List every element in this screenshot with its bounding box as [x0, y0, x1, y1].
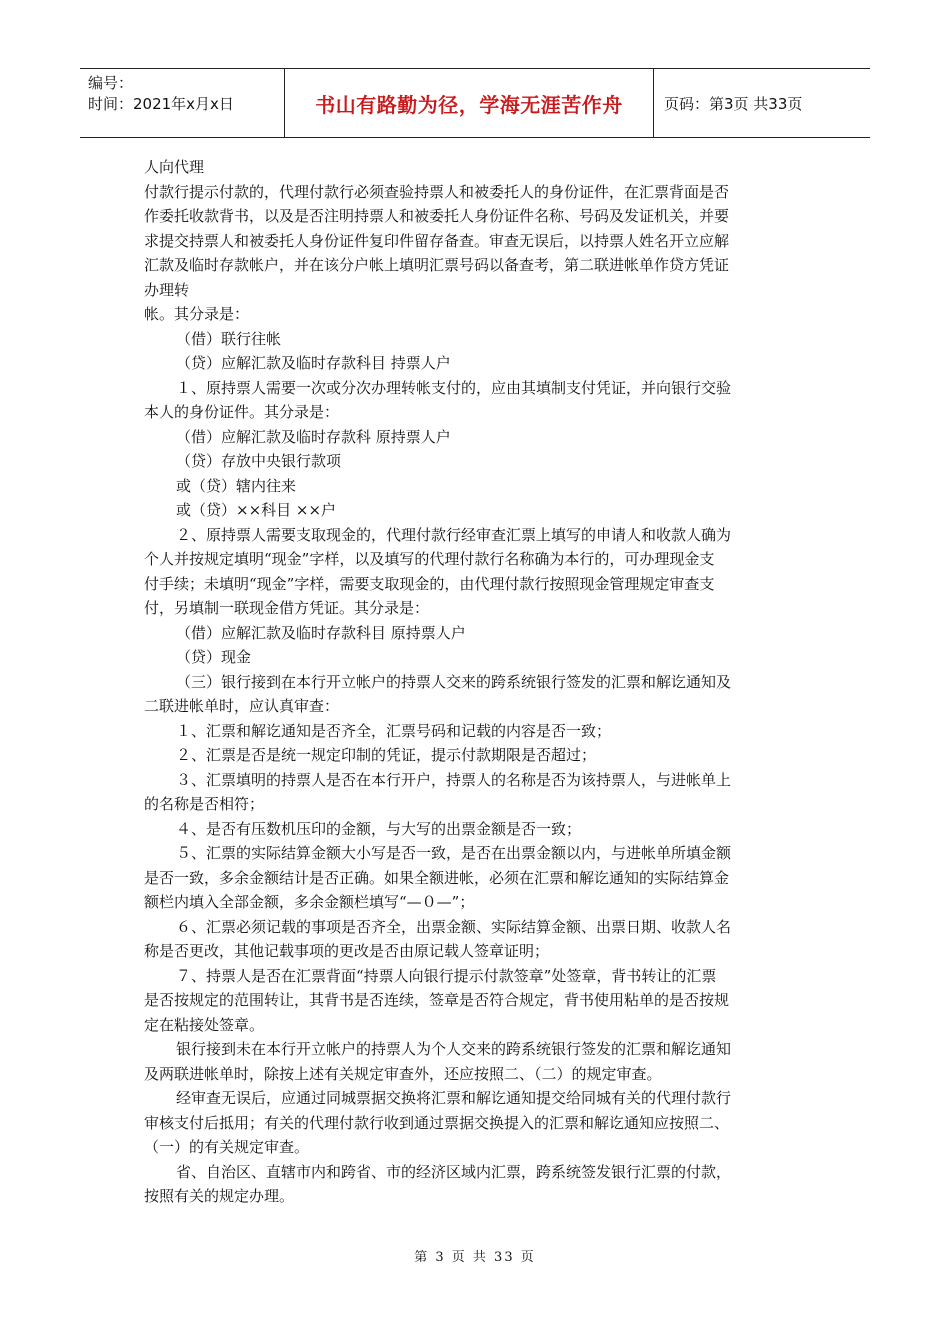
text-line: ６、汇票必须记载的事项是否齐全，出票金额、实际结算金额、出票日期、收款人名 [176, 917, 732, 936]
text-line: 称是否更改，其他记载事项的更改是否由原记载人签章证明； [144, 942, 550, 960]
text-line: ５、汇票的实际结算金额大小写是否一致，是否在出票金额以内，与进帐单所填金额 [176, 844, 732, 862]
document-date: 时间：2021年x月x日 [88, 95, 234, 113]
text-line: 本人的身份证件。其分录是： [144, 403, 340, 421]
text-line: 付手续；未填明“现金”字样，需要支取现金的，由代理付款行按照现金管理规定审查支 [144, 574, 715, 593]
header-page-info: 页码：第3页 共33页 [664, 94, 803, 113]
text-line: （借）联行往帐 [176, 329, 282, 348]
text-line: 额栏内填入全部金额，多余金额栏填写“—０—”； [144, 893, 475, 911]
text-line: 或（贷）辖内往来 [176, 476, 297, 495]
text-line: １、原持票人需要一次或分次办理转帐支付的，应由其填制支付凭证，并向银行交验 [176, 378, 732, 397]
text-line: 求提交持票人和被委托人身份证件复印件留存备查。审查无误后，以持票人姓名开立应解 [144, 231, 730, 250]
text-line: １、汇票和解讫通知是否齐全，汇票号码和记载的内容是否一致； [176, 721, 612, 740]
text-line: 付，另填制一联现金借方凭证。其分录是： [144, 599, 430, 617]
text-line: ４、是否有压数机压印的金额，与大写的出票金额是否一致； [176, 819, 582, 838]
document-body [144, 155, 810, 1209]
text-line: 汇款及临时存款帐户，并在该分户帐上填明汇票号码以备查考，第二联进帐单作贷方凭证 [144, 256, 730, 274]
text-line: ２、汇票是否是统一规定印制的凭证，提示付款期限是否超过； [176, 746, 597, 764]
document-number-label: 编号： [88, 74, 134, 92]
text-line: （贷）存放中央银行款项 [176, 452, 342, 470]
text-line: 经审查无误后，应通过同城票据交换将汇票和解讫通知提交给同城有关的代理付款行 [176, 1089, 732, 1107]
text-line: 二联进帐单时，应认真审查： [144, 697, 340, 715]
text-line: 是否一致，多余金额结计是否正确。如果全额进帐，必须在汇票和解讫通知的实际结算金 [144, 868, 730, 887]
text-line: 作委托收款背书，以及是否注明持票人和被委托人身份证件名称、号码及发证机关，并要 [144, 207, 730, 225]
text-line: （贷）现金 [176, 648, 252, 666]
text-line: （三）银行接到在本行开立帐户的持票人交来的跨系统银行签发的汇票和解讫通知及 [176, 672, 732, 691]
text-line: ７、持票人是否在汇票背面“持票人向银行提示付款签章”处签章，背书转让的汇票 [176, 966, 717, 985]
text-line: （贷）应解汇款及临时存款科目 持票人户 [176, 354, 451, 372]
text-line: 及两联进帐单时，除按上述有关规定审查外，还应按照二、（二）的规定审查。 [144, 1064, 662, 1083]
text-line: 人向代理 [144, 158, 205, 176]
page-footer: 第 3 页 共 33 页 [414, 1250, 536, 1265]
text-line: （借）应解汇款及临时存款科目 原持票人户 [176, 623, 466, 642]
text-line: 定在粘接处签章。 [144, 1015, 265, 1034]
text-line: 审核支付后抵用；有关的代理付款行收到通过票据交换提入的汇票和解讫通知应按照二、 [144, 1113, 730, 1132]
text-line: 帐。其分录是： [144, 305, 250, 323]
text-line: 省、自治区、直辖市内和跨省、市的经济区域内汇票，跨系统签发银行汇票的付款， [176, 1162, 732, 1181]
text-line: ３、汇票填明的持票人是否在本行开户，持票人的名称是否为该持票人，与进帐单上 [176, 770, 732, 789]
header-motto: 书山有路勤为径，学海无涯苦作舟 [284, 69, 654, 137]
text-line: 付款行提示付款的，代理付款行必须查验持票人和被委托人的身份证件，在汇票背面是否 [144, 182, 730, 201]
text-line: 办理转 [144, 280, 190, 299]
text-line: 或（贷）××科目 ××户 [176, 501, 337, 519]
text-line: 是否按规定的范围转让，其背书是否连续，签章是否符合规定，背书使用粘单的是否按规 [144, 991, 730, 1009]
text-line: 的名称是否相符； [144, 795, 265, 813]
page-header [80, 68, 870, 138]
text-line: 按照有关的规定办理。 [144, 1187, 295, 1205]
text-line: （一）的有关规定审查。 [144, 1138, 310, 1156]
text-line: ２、原持票人需要支取现金的，代理付款行经审查汇票上填写的申请人和收款人确为 [176, 525, 732, 544]
text-line: （借）应解汇款及临时存款科 原持票人户 [176, 427, 451, 446]
text-line: 银行接到未在本行开立帐户的持票人为个人交来的跨系统银行签发的汇票和解讫通知 [176, 1040, 732, 1058]
header-meta [80, 69, 284, 137]
text-line: 个人并按规定填明“现金”字样，以及填写的代理付款行名称确为本行的，可办理现金支 [144, 550, 715, 568]
